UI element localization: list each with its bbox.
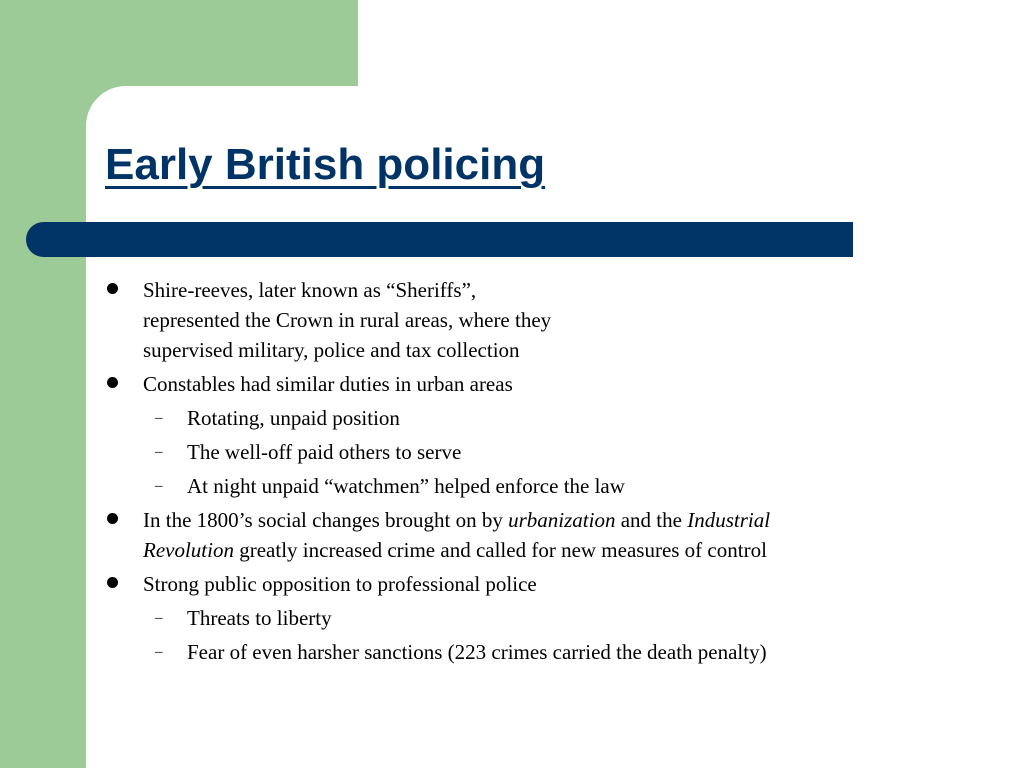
- bullet-item-constables: [105, 369, 925, 399]
- bullet-item-sheriffs: [105, 275, 925, 365]
- bullet-text-line: [143, 535, 925, 565]
- sub-item-rotating: [105, 403, 925, 433]
- sub-item-text: Fear of even harsher sanctions (223 crimes carried the death penalty): [187, 640, 767, 664]
- title-divider-bar: [26, 222, 853, 257]
- sub-item-text: Rotating, unpaid position: [187, 406, 400, 430]
- italic-industrial: Industrial: [687, 508, 771, 532]
- sub-item-liberty: [105, 603, 925, 633]
- text-run: In the 1800’s social changes brought on by: [143, 508, 509, 532]
- bullet-text: Strong public opposition to professional police: [143, 572, 537, 596]
- italic-revolution: Revolution: [143, 538, 234, 562]
- bullet-list: [105, 275, 925, 671]
- bullet-dot-icon: [107, 377, 118, 388]
- italic-urbanization: urbanization: [508, 508, 616, 532]
- slide-title: Early British policing: [105, 140, 546, 189]
- dash-bullet-icon: –: [155, 410, 163, 426]
- bullet-item-opposition: [105, 569, 925, 599]
- dash-bullet-icon: –: [155, 644, 163, 660]
- dash-bullet-icon: –: [155, 444, 163, 460]
- bullet-text-line: represented the Crown in rural areas, where they: [143, 308, 552, 332]
- text-run: greatly increased crime and called for new measures of control: [233, 538, 767, 562]
- sub-item-well-off: [105, 437, 925, 467]
- dash-bullet-icon: –: [155, 610, 163, 626]
- sub-item-sanctions: [105, 637, 925, 667]
- dash-bullet-icon: –: [155, 478, 163, 494]
- sub-item-text: Threats to liberty: [187, 606, 332, 630]
- bullet-text-line: supervised military, police and tax collection: [143, 338, 520, 362]
- bullet-item-1800s: [105, 505, 925, 565]
- bullet-text-line: Shire-reeves, later known as “Sheriffs”,: [143, 278, 477, 302]
- sub-item-watchmen: [105, 471, 925, 501]
- sub-item-text: The well-off paid others to serve: [187, 440, 462, 464]
- bullet-dot-icon: [107, 513, 118, 524]
- bullet-dot-icon: [107, 283, 118, 294]
- sub-item-text: At night unpaid “watchmen” helped enforce the law: [187, 474, 625, 498]
- bullet-dot-icon: [107, 577, 118, 588]
- bullet-text: Constables had similar duties in urban areas: [143, 372, 513, 396]
- bullet-text-line: [143, 505, 925, 535]
- text-run: and the: [615, 508, 688, 532]
